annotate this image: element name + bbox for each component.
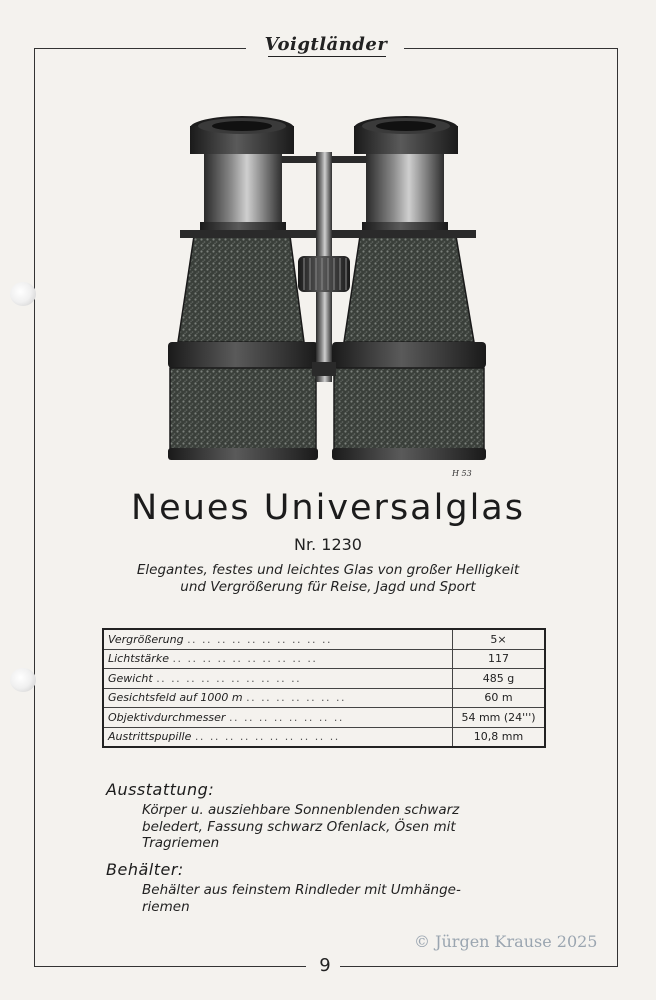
product-title: Neues Universalglas	[131, 488, 525, 528]
frame-line-bottom-right	[340, 966, 618, 967]
brand-underline	[268, 56, 386, 57]
description-line-2: und Vergrößerung für Reise, Jagd und Sport	[180, 579, 476, 595]
product-description	[60, 562, 596, 596]
product-number: Nr. 1230	[294, 535, 362, 554]
spec-dots: .. .. .. .. .. .. ..	[246, 691, 347, 705]
binoculars-illustration	[164, 112, 492, 470]
description-line-1: Elegantes, festes und leichtes Glas von großer Helligkeit	[136, 562, 520, 578]
spec-row	[103, 727, 545, 747]
spec-row	[103, 688, 545, 708]
spec-row	[103, 649, 545, 669]
behaelter-line-2: riemen	[142, 898, 190, 915]
spec-label: Gewicht	[108, 671, 153, 685]
frame-line-top-left	[34, 48, 246, 49]
page-number: 9	[319, 955, 331, 976]
spec-label: Gesichtsfeld auf 1000 m	[108, 691, 243, 705]
spec-value: 10,8 mm	[453, 727, 546, 747]
frame-line-top-right	[404, 48, 618, 49]
spec-label: Lichtstärke	[108, 652, 169, 666]
spec-value: 117	[453, 649, 546, 669]
left-barrel	[168, 116, 318, 460]
ausstattung-heading: Ausstattung:	[106, 780, 215, 799]
spec-row	[103, 669, 545, 689]
spec-dots: .. .. .. .. .. .. .. .. .. ..	[187, 632, 332, 646]
spec-value: 485 g	[453, 669, 546, 689]
right-barrel	[332, 116, 486, 460]
frame-line-bottom-left	[34, 966, 306, 967]
spec-label: Austrittspupille	[108, 730, 192, 744]
spec-label: Vergrößerung	[108, 632, 184, 646]
brand-logo: Voigtländer	[264, 34, 388, 55]
punch-hole-bottom	[10, 668, 36, 692]
ausstattung-line-3: Tragriemen	[142, 835, 220, 851]
punch-hole-top	[10, 282, 36, 306]
spec-value: 5×	[453, 629, 546, 649]
copyright-watermark: © Jürgen Krause 2025	[414, 932, 598, 951]
figure-code: H 53	[452, 469, 472, 478]
spec-dots: .. .. .. .. .. .. .. .. .. ..	[194, 730, 340, 744]
specs-table	[102, 628, 546, 748]
behaelter-heading: Behälter:	[106, 860, 184, 879]
spec-row	[103, 708, 545, 728]
spec-dots: .. .. .. .. .. .. .. ..	[228, 710, 344, 724]
spec-dots: .. .. .. .. .. .. .. .. .. ..	[156, 671, 302, 685]
ausstattung-line-1: Körper u. ausziehbare Sonnenblenden schwarz	[142, 802, 460, 818]
spec-label: Objektivdurchmesser	[108, 710, 226, 724]
behaelter-text	[142, 882, 562, 915]
spec-value: 54 mm (24''')	[453, 708, 546, 728]
spec-value: 60 m	[453, 688, 546, 708]
ausstattung-line-2: beledert, Fassung schwarz Ofenlack, Ösen mit	[142, 818, 456, 835]
spec-row	[103, 629, 545, 649]
behaelter-line-1: Behälter aus feinstem Rindleder mit Umhänge-	[142, 882, 461, 898]
spec-dots: .. .. .. .. .. .. .. .. .. ..	[172, 652, 318, 666]
ausstattung-text	[142, 802, 562, 852]
